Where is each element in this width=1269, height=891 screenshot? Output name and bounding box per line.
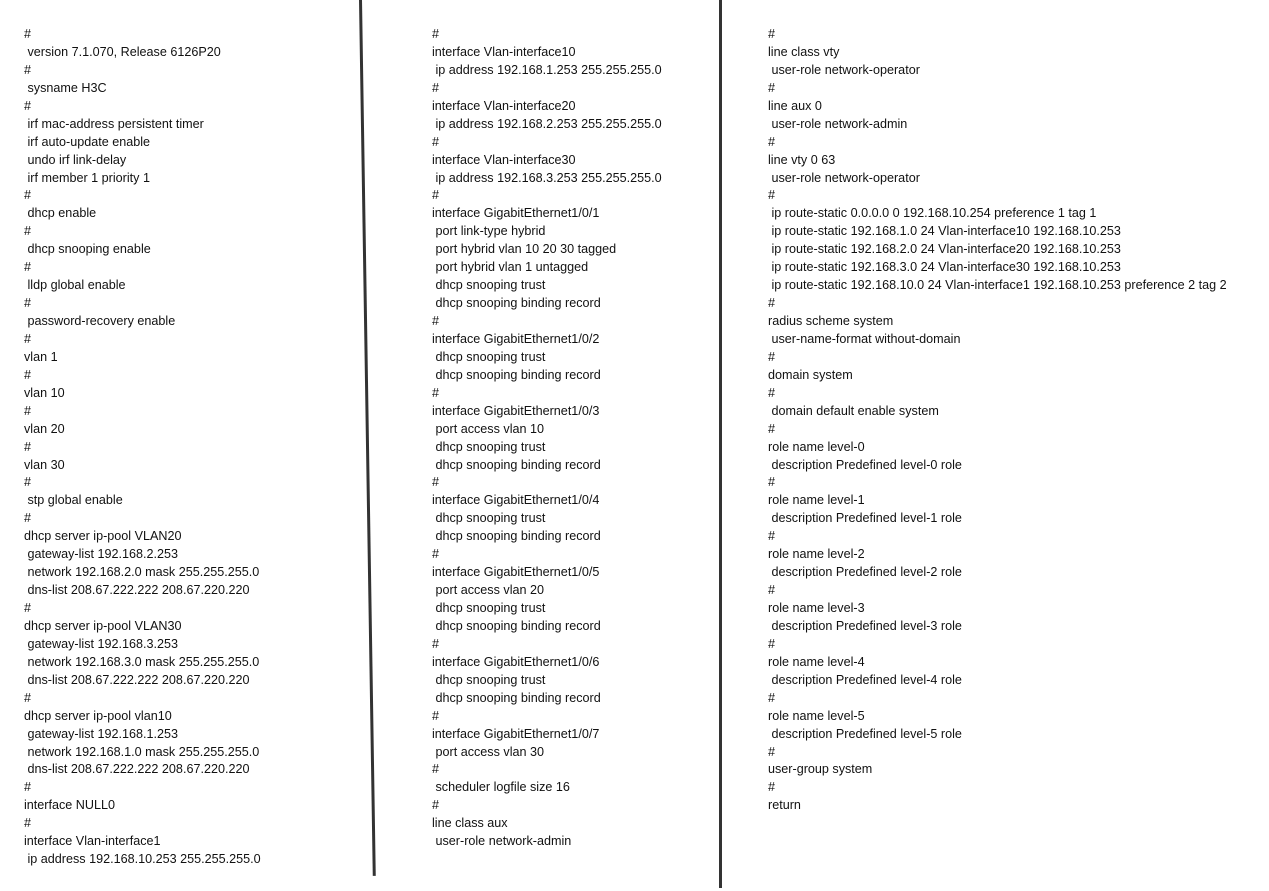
config-line: user-group system bbox=[768, 762, 873, 777]
config-line: description Predefined level-4 role bbox=[768, 672, 962, 687]
config-line: role name level-0 bbox=[768, 439, 865, 454]
config-line: port access vlan 20 bbox=[432, 583, 545, 598]
config-line: vlan 20 bbox=[24, 421, 65, 436]
config-line: domain system bbox=[768, 367, 853, 382]
config-line: port hybrid vlan 1 untagged bbox=[432, 260, 589, 275]
column-divider-1 bbox=[359, 0, 376, 876]
config-line: description Predefined level-2 role bbox=[768, 565, 962, 580]
config-line: ip address 192.168.1.253 255.255.255.0 bbox=[432, 62, 662, 77]
config-line: network 192.168.3.0 mask 255.255.255.0 bbox=[24, 654, 260, 669]
config-line: port hybrid vlan 10 20 30 tagged bbox=[432, 242, 617, 257]
config-line: user-role network-admin bbox=[432, 834, 572, 849]
config-line: # bbox=[432, 708, 440, 723]
config-line: dhcp snooping binding record bbox=[432, 367, 601, 382]
config-line: # bbox=[24, 331, 32, 346]
config-line: lldp global enable bbox=[24, 278, 126, 293]
config-line: dhcp snooping binding record bbox=[432, 529, 601, 544]
config-line: interface Vlan-interface10 bbox=[432, 44, 576, 59]
config-line: # bbox=[24, 475, 32, 490]
config-line: port link-type hybrid bbox=[432, 224, 546, 239]
config-line: user-role network-operator bbox=[768, 170, 920, 185]
config-line: irf member 1 priority 1 bbox=[24, 170, 150, 185]
config-line: line class vty bbox=[768, 44, 840, 59]
config-line: # bbox=[24, 62, 32, 77]
config-line: # bbox=[768, 636, 776, 651]
config-line: ip route-static 192.168.2.0 24 Vlan-interface20 192.168.10.253 bbox=[768, 242, 1121, 257]
config-line: network 192.168.1.0 mask 255.255.255.0 bbox=[24, 744, 260, 759]
config-line: ip route-static 0.0.0.0 0 192.168.10.254 preference 1 tag 1 bbox=[768, 206, 1097, 221]
config-line: dns-list 208.67.222.222 208.67.220.220 bbox=[24, 583, 250, 598]
config-line: dhcp snooping trust bbox=[432, 278, 546, 293]
config-line: dhcp snooping enable bbox=[24, 242, 151, 257]
config-line: user-role network-admin bbox=[768, 116, 908, 131]
config-line: # bbox=[768, 475, 776, 490]
config-line: dhcp snooping trust bbox=[432, 439, 546, 454]
config-line: # bbox=[768, 744, 776, 759]
config-column-1 bbox=[24, 26, 261, 869]
config-line: dhcp server ip-pool VLAN30 bbox=[24, 618, 182, 633]
config-line: # bbox=[24, 260, 32, 275]
config-line: # bbox=[432, 798, 440, 813]
config-line: network 192.168.2.0 mask 255.255.255.0 bbox=[24, 565, 260, 580]
config-line: interface GigabitEthernet1/0/4 bbox=[432, 493, 600, 508]
config-line: # bbox=[24, 296, 32, 311]
config-line: domain default enable system bbox=[768, 403, 939, 418]
config-line: # bbox=[432, 475, 440, 490]
config-line: irf mac-address persistent timer bbox=[24, 116, 204, 131]
config-line: gateway-list 192.168.2.253 bbox=[24, 547, 179, 562]
config-line: ip route-static 192.168.3.0 24 Vlan-interface30 192.168.10.253 bbox=[768, 260, 1121, 275]
config-line: # bbox=[24, 439, 32, 454]
config-line: ip address 192.168.2.253 255.255.255.0 bbox=[432, 116, 662, 131]
config-line: port access vlan 10 bbox=[432, 421, 545, 436]
config-line: description Predefined level-3 role bbox=[768, 618, 962, 633]
config-line: dhcp snooping binding record bbox=[432, 457, 601, 472]
config-line: description Predefined level-5 role bbox=[768, 726, 962, 741]
config-line: dhcp enable bbox=[24, 206, 97, 221]
config-line: irf auto-update enable bbox=[24, 134, 151, 149]
config-line: dhcp snooping trust bbox=[432, 511, 546, 526]
config-line: vlan 30 bbox=[24, 457, 65, 472]
config-line: # bbox=[24, 27, 32, 41]
config-line: # bbox=[432, 636, 440, 651]
config-line: vlan 1 bbox=[24, 349, 58, 364]
config-line: gateway-list 192.168.3.253 bbox=[24, 636, 179, 651]
config-line: # bbox=[768, 134, 776, 149]
config-line: ip address 192.168.10.253 255.255.255.0 bbox=[24, 852, 261, 867]
config-line: # bbox=[768, 188, 776, 203]
config-line: interface NULL0 bbox=[24, 798, 116, 813]
column-divider-2 bbox=[719, 0, 722, 888]
config-column-2 bbox=[432, 26, 662, 851]
config-line: # bbox=[24, 780, 32, 795]
config-line: user-role network-operator bbox=[768, 62, 920, 77]
config-line: ip route-static 192.168.10.0 24 Vlan-interface1 192.168.10.253 preference 2 tag 2 bbox=[768, 278, 1227, 293]
config-line: role name level-1 bbox=[768, 493, 865, 508]
config-line: role name level-2 bbox=[768, 547, 865, 562]
config-line: # bbox=[432, 134, 440, 149]
config-line: interface Vlan-interface20 bbox=[432, 98, 576, 113]
config-line: line aux 0 bbox=[768, 98, 822, 113]
config-line: # bbox=[24, 403, 32, 418]
config-line: dhcp snooping binding record bbox=[432, 690, 601, 705]
config-line: role name level-4 bbox=[768, 654, 865, 669]
config-line: undo irf link-delay bbox=[24, 152, 127, 167]
config-line: # bbox=[24, 816, 32, 831]
config-line: password-recovery enable bbox=[24, 314, 176, 328]
config-line: # bbox=[24, 601, 32, 615]
config-line: interface GigabitEthernet1/0/2 bbox=[432, 331, 600, 346]
config-line: # bbox=[24, 367, 32, 382]
config-line: # bbox=[768, 385, 776, 400]
config-line: # bbox=[768, 780, 776, 795]
config-line: description Predefined level-1 role bbox=[768, 511, 962, 526]
config-line: # bbox=[768, 583, 776, 598]
config-line: # bbox=[768, 27, 776, 41]
config-line: # bbox=[432, 188, 440, 203]
config-column-3 bbox=[768, 26, 1227, 815]
config-line: role name level-5 bbox=[768, 708, 865, 723]
config-line: # bbox=[768, 421, 776, 436]
config-line: sysname H3C bbox=[24, 80, 107, 95]
config-line: ip route-static 192.168.1.0 24 Vlan-interface10 192.168.10.253 bbox=[768, 224, 1121, 239]
config-line: # bbox=[768, 296, 776, 311]
config-line: # bbox=[432, 27, 440, 41]
config-line: ip address 192.168.3.253 255.255.255.0 bbox=[432, 170, 662, 185]
config-line: dhcp snooping trust bbox=[432, 672, 546, 687]
config-line: # bbox=[24, 511, 32, 526]
config-line: # bbox=[24, 98, 32, 113]
config-line: interface Vlan-interface30 bbox=[432, 152, 576, 167]
config-line: dhcp server ip-pool VLAN20 bbox=[24, 529, 182, 544]
config-line: port access vlan 30 bbox=[432, 744, 545, 759]
config-line: line class aux bbox=[432, 816, 508, 831]
config-line: interface GigabitEthernet1/0/5 bbox=[432, 565, 600, 580]
config-line: # bbox=[432, 547, 440, 562]
config-line: # bbox=[768, 80, 776, 95]
config-line: interface GigabitEthernet1/0/7 bbox=[432, 726, 600, 741]
config-line: interface GigabitEthernet1/0/6 bbox=[432, 654, 600, 669]
config-line: # bbox=[432, 385, 440, 400]
config-line: dhcp snooping binding record bbox=[432, 618, 601, 633]
config-line: role name level-3 bbox=[768, 601, 865, 615]
config-line: interface GigabitEthernet1/0/1 bbox=[432, 206, 600, 221]
config-line: user-name-format without-domain bbox=[768, 331, 961, 346]
config-line: # bbox=[24, 188, 32, 203]
config-line: # bbox=[432, 762, 440, 777]
config-line: dhcp server ip-pool vlan10 bbox=[24, 708, 172, 723]
config-line: scheduler logfile size 16 bbox=[432, 780, 570, 795]
config-line: # bbox=[768, 529, 776, 544]
config-line: # bbox=[24, 690, 32, 705]
config-line: # bbox=[24, 224, 32, 239]
config-line: vlan 10 bbox=[24, 385, 65, 400]
config-line: stp global enable bbox=[24, 493, 123, 508]
config-line: version 7.1.070, Release 6126P20 bbox=[24, 44, 221, 59]
config-line: gateway-list 192.168.1.253 bbox=[24, 726, 179, 741]
config-line: # bbox=[432, 80, 440, 95]
config-line: # bbox=[768, 349, 776, 364]
config-line: dhcp snooping binding record bbox=[432, 296, 601, 311]
config-line: return bbox=[768, 798, 801, 813]
config-line: dns-list 208.67.222.222 208.67.220.220 bbox=[24, 672, 250, 687]
config-line: dhcp snooping trust bbox=[432, 349, 546, 364]
config-line: # bbox=[432, 314, 440, 328]
config-line: # bbox=[768, 690, 776, 705]
config-line: dhcp snooping trust bbox=[432, 601, 546, 615]
config-line: interface Vlan-interface1 bbox=[24, 834, 161, 849]
config-line: interface GigabitEthernet1/0/3 bbox=[432, 403, 600, 418]
config-line: dns-list 208.67.222.222 208.67.220.220 bbox=[24, 762, 250, 777]
config-line: radius scheme system bbox=[768, 314, 894, 328]
config-line: line vty 0 63 bbox=[768, 152, 836, 167]
config-line: description Predefined level-0 role bbox=[768, 457, 962, 472]
